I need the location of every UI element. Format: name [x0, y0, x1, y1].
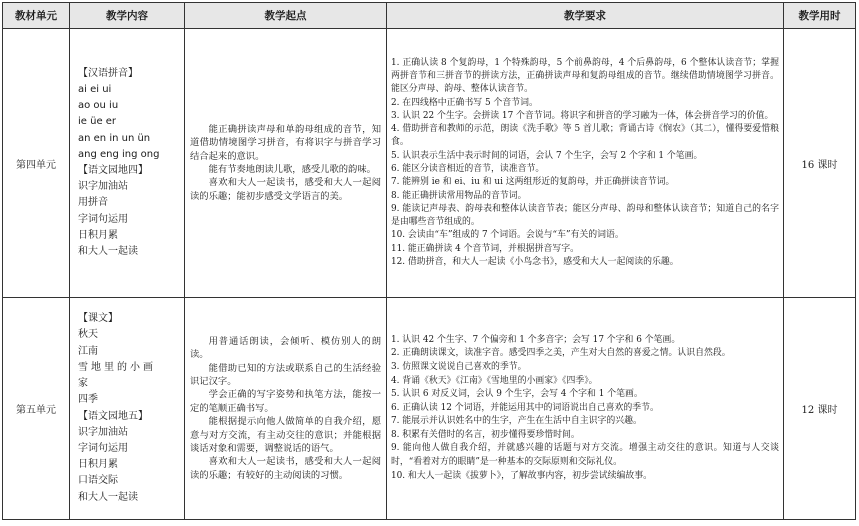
requirement-item: 2. 正确朗读课文，读准字音。感受四季之美，产生对大自然的喜爱之情。认识自然段。	[391, 348, 731, 359]
requirement-item: 12. 借助拼音，和大人一起读《小鸟念书》，感受和大人一起阅读的乐趣。	[391, 257, 679, 268]
content-item: 【语文园地五】	[78, 410, 148, 422]
content-item: ao ou iu	[78, 100, 119, 112]
content-item: ie üe er	[78, 116, 117, 128]
header-requirements: 教学要求	[387, 3, 784, 29]
requirement-item: 8. 能正确拼读常用物品的音节词。	[391, 190, 527, 201]
start-paragraph: 学会正确的写字姿势和执笔方法，能按一定的笔顺正确书写。	[190, 389, 381, 414]
content-cell	[70, 29, 185, 298]
requirement-item: 4. 借助拼音和教师的示范，朗读《洗手歌》等 5 首儿歌；背诵古诗《悯农》（其二），懂得要爱惜粮食。	[391, 124, 779, 148]
requirement-item: 1. 正确认读 8 个复韵母，1 个特殊韵母，5 个前鼻韵母，4 个后鼻韵母，6 个整体认读音节；掌握两拼音节和三拼音节的拼读方法，正确拼读声母和复韵母组成的音节。继续借助情境图学习拼音。能区分声母、韵母、整体认读音节。	[391, 57, 779, 95]
requirement-item: 10. 会读由“车”组成的 7 个词语。会说与“车”有关的词语。	[391, 230, 624, 241]
content-item: 【语文园地四】	[78, 165, 148, 176]
requirement-item: 7. 能辨别 ie 和 ei、iu 和 ui 这两组形近的复韵母，并正确拼读音节词。	[391, 177, 675, 188]
start-cell	[185, 298, 387, 520]
content-item: 日积月累	[78, 229, 118, 241]
content-item: ai ei ui	[78, 83, 112, 95]
table-row-unit-4	[3, 29, 856, 298]
requirement-item: 6. 正确认读 12 个词语，并能运用其中的词语说出自己喜欢的季节。	[391, 402, 659, 413]
content-item: an en in un ün	[78, 132, 151, 144]
teaching-plan-table	[2, 2, 856, 520]
requirement-item: 9. 能读记声母表、韵母表和整体认读音节表；能区分声母、韵母和整体认读音节；知道自己的名字是由哪些音节组成的。	[391, 203, 779, 228]
start-paragraph: 能有节奏地朗读儿歌，感受儿歌的韵味。	[208, 164, 376, 175]
requirement-item: 5. 认识表示生活中表示时间的词语，会认 7 个生字，会写 2 个字和 1 个笔画。	[391, 150, 703, 161]
header-unit: 教材单元	[3, 3, 70, 29]
start-paragraph: 喜欢和大人一起读书，感受和大人一起阅读的乐趣；有较好的主动阅读的习惯。	[190, 456, 381, 481]
content-item: 雪地里的小画	[78, 361, 156, 373]
hours-cell: 16 课时	[784, 29, 856, 298]
requirement-item: 7. 能展示并认识姓名中的生字，产生在生活中自主识字的兴趣。	[391, 416, 642, 427]
start-paragraph: 能借助已知的方法或联系自己的生活经验识记汉字。	[190, 362, 381, 387]
requirement-item: 8. 积累有关借时的名言，初步懂得要珍惜时间。	[391, 429, 580, 440]
start-paragraph: 用普通话朗读，会倾听、模仿别人的朗读。	[190, 335, 381, 361]
content-item: 用拼音	[78, 197, 108, 209]
content-item: 和大人一起读	[78, 491, 138, 503]
header-start: 教学起点	[185, 3, 387, 29]
requirements-cell	[387, 29, 784, 298]
unit-cell: 第五单元	[3, 298, 70, 520]
content-item: 口语交际	[78, 475, 118, 487]
header-content: 教学内容	[70, 3, 185, 29]
content-item: 字词句运用	[78, 213, 128, 225]
requirement-item: 1. 认识 42 个生字、7 个偏旁和 1 个多音字；会写 17 个字和 6 个笔画。	[391, 334, 681, 345]
start-cell	[185, 29, 387, 298]
requirement-item: 3. 仿照课文说说自己喜欢的季节。	[391, 361, 527, 372]
start-paragraph: 能根据提示向他人做简单的自我介绍，愿意与对方交流，有主动交往的意识；并能根据谈话对象和需要，调整说话的语气。	[190, 416, 381, 455]
hours-cell: 12 课时	[784, 298, 856, 520]
header-hours: 教学用时	[784, 3, 856, 29]
content-item: 四季	[78, 394, 98, 406]
content-item: 日积月累	[78, 459, 118, 471]
content-item: 识字加油站	[78, 181, 128, 193]
content-item: ang eng ing ong	[78, 148, 160, 160]
content-item: 和大人一起读	[78, 246, 138, 258]
table-header	[3, 3, 856, 29]
start-paragraph: 能正确拼读声母和单韵母组成的音节，知道借助情境图学习拼音，有将识字与拼音学习结合起来的意识。	[190, 123, 381, 162]
requirements-cell	[387, 298, 784, 520]
requirement-item: 2. 在四线格中正确书写 5 个音节词。	[391, 97, 538, 108]
start-paragraph: 喜欢和大人一起读书，感受和大人一起阅读的乐趣；能初步感受文学语言的美。	[190, 177, 381, 202]
content-item: 字词句运用	[78, 442, 128, 454]
table-row-unit-5	[3, 298, 856, 520]
requirement-item: 9. 能向他人做自我介绍，并就感兴趣的话题与对方交流。增强主动交往的意识。知道与人交谈时，“看着对方的眼睛”是一种基本的交际原则和交际礼仪。	[391, 443, 779, 468]
content-item: 江南	[78, 345, 98, 357]
requirement-item: 11. 能正确拼读 4 个音节词，并根据拼音写字。	[391, 243, 579, 254]
requirement-item: 10. 和大人一起读《拔萝卜》，了解故事内容，初步尝试续编故事。	[391, 470, 652, 481]
content-cell	[70, 298, 185, 520]
requirement-item: 6. 能区分读音相近的音节，读准音节。	[391, 164, 545, 174]
requirement-item: 3. 认识 22 个生字。会拼读 17 个音节词。将识字和拼音的学习融为一体，体会拼音学习的价值。	[391, 110, 774, 121]
content-item: 秋天	[78, 329, 98, 341]
content-item: 【课文】	[78, 313, 118, 325]
requirement-item: 5. 认识 6 对反义词，会认 9 个生字，会写 4 个字和 1 个笔画。	[391, 389, 643, 400]
content-item: 【汉语拼音】	[78, 67, 138, 79]
requirement-item: 4. 背诵《秋天》《江南》《雪地里的小画家》《四季》。	[391, 375, 598, 386]
content-item: 识字加油站	[78, 426, 128, 438]
content-item: 家	[78, 378, 88, 390]
unit-cell: 第四单元	[3, 29, 70, 298]
